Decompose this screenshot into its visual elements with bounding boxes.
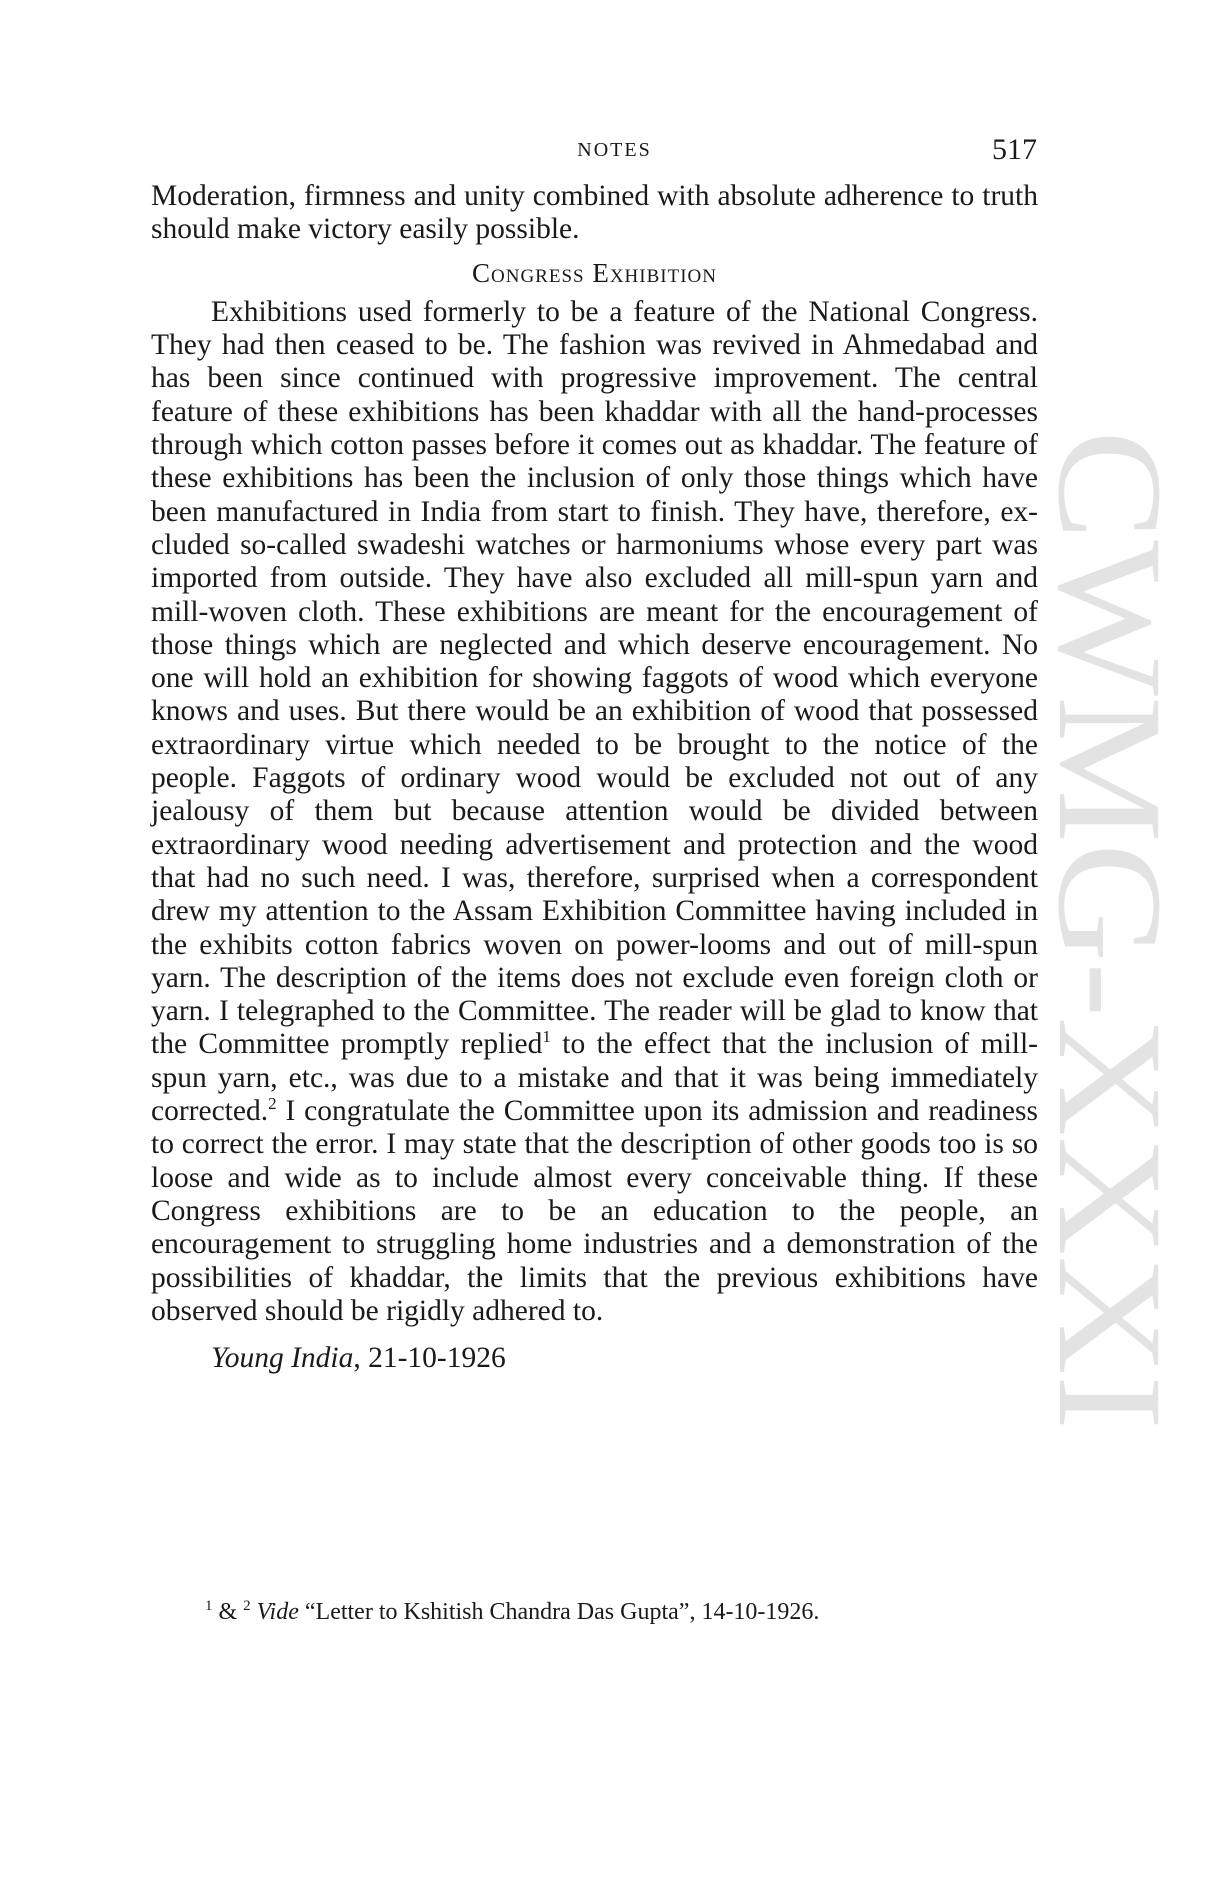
running-head — [0, 133, 1229, 173]
paragraph-text-3: I congratulate the Committee upon its admission and readiness to correct the error. I may state that the description of other goods too is so loose and wide as to include almost every conceivable thing. If these Congress exhibitions are to be an education to the people, an encouragement to struggling home industries and a demonstration of the possibilities of khaddar, the limits that the previous exhibitions have observed should be rigidly adhered to. — [151, 1095, 1038, 1327]
footnote-marker-1: 1 — [205, 1598, 213, 1614]
lead-paragraph: Moderation, firmness and unity combined with absolute adherence to truth should make victory easily possible. — [151, 180, 1038, 246]
footnote-text: “Letter to Kshitish Chandra Das Gupta”, 14-10-1926. — [298, 1599, 820, 1625]
paragraph-text-2: to the effect that the inclusion of mill-spun yarn, etc., was due to a mistake and that it was being immediately corrected. — [151, 1028, 1038, 1128]
paragraph-text-1: Exhibitions used formerly to be a feature of the National Congress. They had then ceased to be. The fashion was revived in Ahmedabad and has been since continued with progressive improvement. The central feature of these exhibitions has been khaddar with all the hand-processes through which cotton passes before it comes out as khaddar. The feature of these exhibitions has been the inclusion of only those things which have been manufactured in India from start to finish. They have, therefore, excluded so-called swadeshi watches or harmoniums whose every part was imported from outside. They have also excluded all mill-spun yarn and mill-woven cloth. These exhibitions are meant for the encouragement of those things which are neglected and which deserve encouragement. No one will hold an exhibition for showing faggots of wood which everyone knows and uses. But there would be an exhibition of wood that possessed extraordinary virtue which needed to be brought to the notice of the people. Faggots of ordinary wood would be excluded not out of any jealousy of them but because attention would be divided between extraordinary wood needing advertisement and protection and the wood that had no such need. I was, therefore, surprised when a correspondent drew my attention to the Assam Exhibition Committee having included in the exhibits cotton fabrics woven on power-looms and out of mill-spun yarn. The description of the items does not exclude even foreign cloth or yarn. I telegraphed to the Committee. The reader will be glad to know that the Committee promptly replied — [151, 295, 1038, 1061]
main-paragraph — [151, 296, 1038, 1328]
footnote — [205, 1597, 1025, 1627]
footnote-vide: Vide — [256, 1599, 299, 1625]
footnote-ref-2: 2 — [268, 1094, 277, 1114]
section-heading: Congress Exhibition — [472, 257, 717, 288]
watermark — [1020, 430, 1160, 1450]
page-number: 517 — [992, 133, 1037, 166]
source-publication: Young India — [211, 1342, 354, 1375]
watermark-text: CWMG-XXXI — [1027, 430, 1160, 1339]
source-date: , 21-10-1926 — [353, 1342, 506, 1375]
footnote-ref-1: 1 — [542, 1027, 551, 1047]
running-title: NOTES — [577, 139, 652, 161]
footnote-amp: & — [212, 1599, 244, 1625]
body-text — [151, 180, 1038, 1375]
source-citation — [151, 1342, 1038, 1375]
footnote-marker-2: 2 — [243, 1598, 251, 1614]
